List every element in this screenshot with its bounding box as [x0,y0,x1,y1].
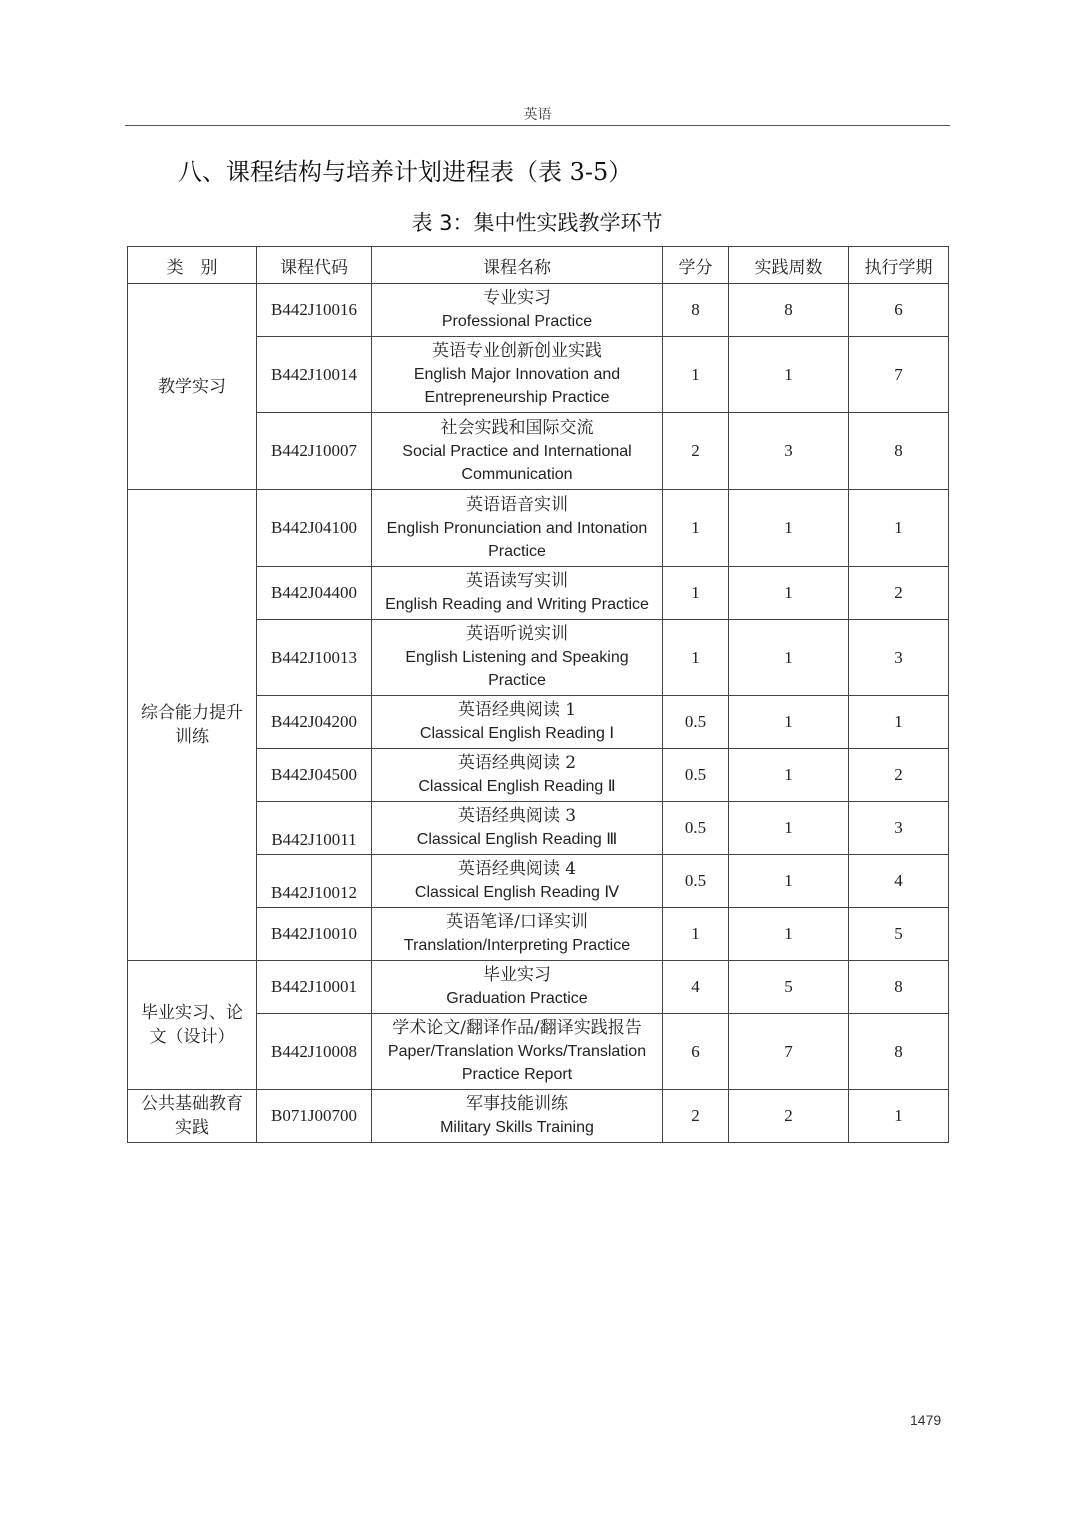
credits: 6 [663,1014,729,1090]
course-code: B442J04200 [257,696,372,749]
category-cell: 毕业实习、论文（设计） [128,961,257,1090]
practice-weeks: 3 [729,413,849,490]
practice-weeks: 1 [729,620,849,696]
course-name [372,413,663,490]
course-name-en: Classical English Reading Ⅲ [416,831,618,848]
course-name-cn: 英语经典阅读 2 [457,753,577,773]
course-name-cn: 英语语音实训 [466,494,568,515]
section-title: 八、课程结构与培养计划进程表（表 3-5） [178,158,633,186]
semester: 5 [849,908,949,961]
course-name-en: Paper/Translation Works/Translation Practice Report [387,1043,647,1083]
course-name-cn: 专业实习 [483,288,551,308]
course-name-en: Classical English Reading Ⅱ [418,778,616,795]
course-code: B442J10016 [257,284,372,337]
course-name [372,284,663,337]
table-row [128,284,949,337]
semester: 1 [849,490,949,567]
course-name-cn: 英语读写实训 [466,571,568,591]
course-name-en: Professional Practice [441,313,593,330]
course-name [372,1014,663,1090]
course-name-en: Classical English Reading Ⅰ [419,725,615,742]
credits: 1 [663,908,729,961]
course-name [372,855,663,908]
course-code: B442J10014 [257,337,372,413]
practice-weeks: 8 [729,284,849,337]
credits: 2 [663,1090,729,1143]
course-name [372,567,663,620]
table-caption: 表 3：集中性实践教学环节 [411,211,663,235]
table-row [128,490,949,567]
course-name-en: Translation/Interpreting Practice [403,937,631,954]
practice-weeks: 1 [729,855,849,908]
practice-weeks: 1 [729,749,849,802]
practice-weeks: 1 [729,490,849,567]
category-cell: 教学实习 [128,284,257,490]
semester: 8 [849,413,949,490]
course-code: B442J10010 [257,908,372,961]
practice-weeks: 1 [729,567,849,620]
table-row [128,961,949,1014]
course-name [372,337,663,413]
credits: 0.5 [663,749,729,802]
semester: 3 [849,802,949,855]
course-name [372,1090,663,1143]
course-name-cn: 学术论文/翻译作品/翻译实践报告 [392,1018,642,1038]
category-cell: 公共基础教育实践 [128,1090,257,1143]
course-name [372,749,663,802]
page-number: 1479 [910,1412,942,1428]
practice-weeks: 2 [729,1090,849,1143]
credits: 0.5 [663,855,729,908]
practice-weeks: 1 [729,802,849,855]
semester: 7 [849,337,949,413]
header-practice-weeks: 实践周数 [729,247,849,284]
credits: 1 [663,567,729,620]
practice-course-table [127,246,949,1143]
course-name-cn: 英语专业创新创业实践 [432,341,602,361]
course-name-cn: 英语听说实训 [466,624,568,644]
semester: 1 [849,1090,949,1143]
course-name-en: Social Practice and International Communication [402,442,632,483]
course-name [372,490,663,567]
course-name-en: Classical English Reading Ⅳ [414,884,620,901]
course-code: B442J04400 [257,567,372,620]
course-name-cn: 英语经典阅读 4 [457,859,577,879]
course-name-cn: 英语经典阅读 1 [457,700,577,720]
category-cell: 综合能力提升训练 [128,490,257,961]
table-header-row [128,247,949,284]
credits: 2 [663,413,729,490]
practice-weeks: 5 [729,961,849,1014]
semester: 1 [849,696,949,749]
course-code: B442J10012 [257,855,372,908]
course-name [372,908,663,961]
practice-weeks: 1 [729,337,849,413]
semester: 8 [849,1014,949,1090]
course-code: B442J10007 [257,413,372,490]
course-code: B442J10011 [257,802,372,855]
credits: 0.5 [663,802,729,855]
course-name-en: Military Skills Training [440,1119,594,1136]
header-course-code: 课程代码 [257,247,372,284]
course-name [372,620,663,696]
course-code: B442J10008 [257,1014,372,1090]
course-name-cn: 英语经典阅读 3 [457,806,577,826]
practice-weeks: 1 [729,696,849,749]
credits: 1 [663,620,729,696]
semester: 6 [849,284,949,337]
course-name-cn: 英语笔译/口译实训 [446,912,588,932]
course-code: B442J04100 [257,490,372,567]
course-name [372,696,663,749]
course-name [372,802,663,855]
header-category: 类 别 [128,247,257,284]
course-name-cn: 军事技能训练 [466,1094,568,1114]
semester: 2 [849,749,949,802]
course-name [372,961,663,1014]
header-course-name: 课程名称 [372,247,663,284]
course-name-cn: 毕业实习 [483,965,551,985]
credits: 1 [663,490,729,567]
course-code: B071J00700 [257,1090,372,1143]
practice-weeks: 1 [729,908,849,961]
course-name-en: English Reading and Writing Practice [385,596,649,613]
course-name-en: Graduation Practice [446,990,588,1007]
credits: 8 [663,284,729,337]
course-name-en: English Major Innovation and Entrepreneurship Practice [413,366,621,406]
course-code: B442J10013 [257,620,372,696]
table-row [128,1090,949,1143]
header-credits: 学分 [663,247,729,284]
page-header: 英语 [523,107,552,123]
course-name-cn: 社会实践和国际交流 [440,417,594,438]
course-name-en: English Listening and Speaking Practice [405,649,629,689]
credits: 4 [663,961,729,1014]
course-code: B442J04500 [257,749,372,802]
credits: 0.5 [663,696,729,749]
course-name-en: English Pronunciation and Intonation Practice [386,519,648,560]
practice-weeks: 7 [729,1014,849,1090]
semester: 8 [849,961,949,1014]
course-code: B442J10001 [257,961,372,1014]
semester: 4 [849,855,949,908]
semester: 2 [849,567,949,620]
header-divider [125,125,950,126]
credits: 1 [663,337,729,413]
header-semester: 执行学期 [849,247,949,284]
semester: 3 [849,620,949,696]
